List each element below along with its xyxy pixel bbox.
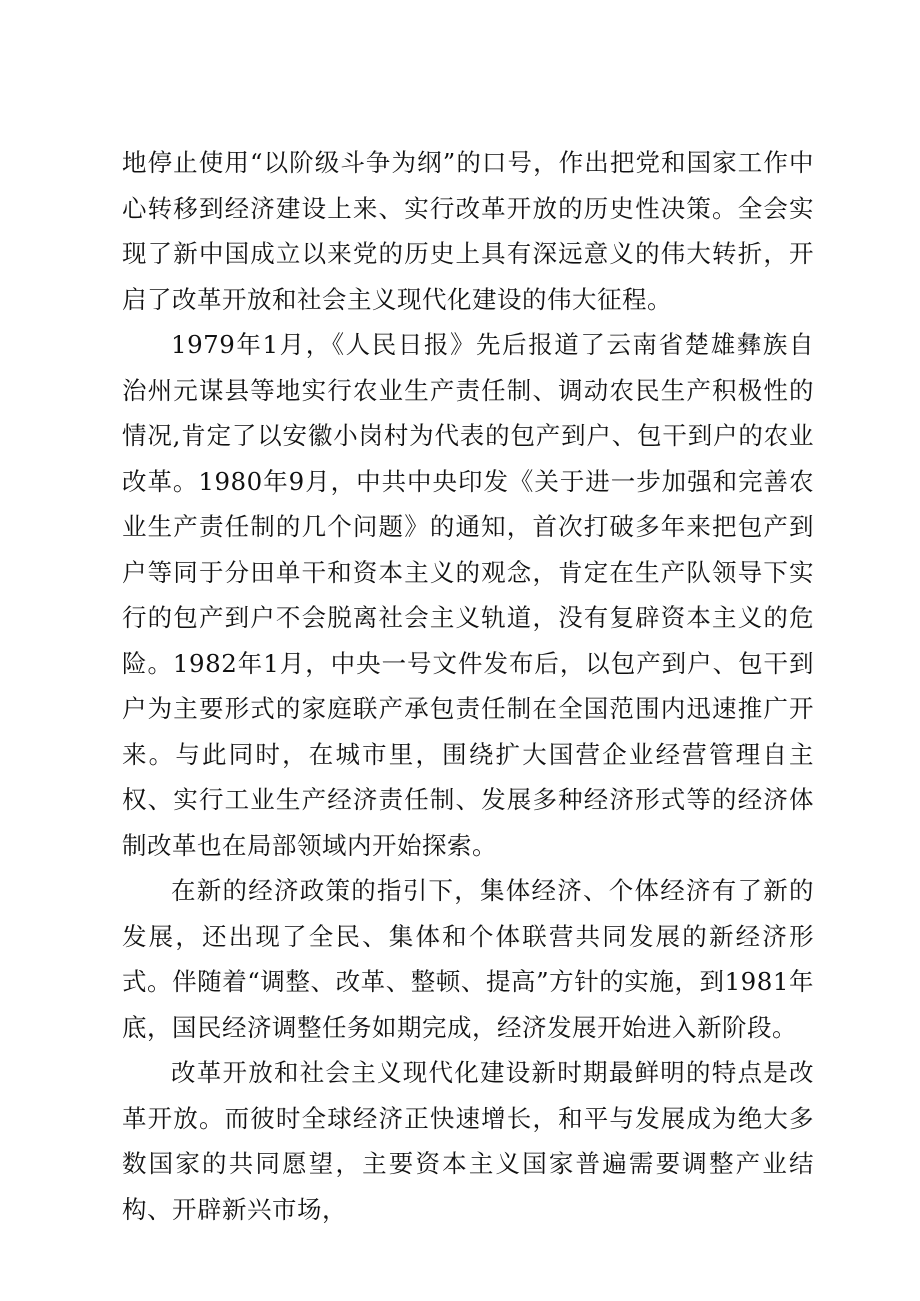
paragraph-1: 地停止使用“以阶级斗争为纲”的口号，作出把党和国家工作中心转移到经济建设上来、实行改革开放的历史性决策。全会实现了新中国成立以来党的历史上具有深远意义的伟大转折，开启了改革开放和社会主义现代化建设的伟大征程。: [122, 148, 814, 314]
paragraph-3: 在新的经济政策的指引下，集体经济、个体经济有了新的发展，还出现了全民、集体和个体联营共同发展的新经济形式。伴随着“调整、改革、整顿、提高”方针的实施，到1981年底，国民经济调整任务如期完成，经济发展开始进入新阶段。: [122, 876, 814, 1042]
paragraph-4: 改革开放和社会主义现代化建设新时期最鲜明的特点是改革开放。而彼时全球经济正快速增长，和平与发展成为绝大多数国家的共同愿望，主要资本主义国家普遍需要调整产业结构、开辟新兴市场，: [122, 1058, 814, 1224]
paragraph-2: 1979年1月，《人民日报》先后报道了云南省楚雄彝族自治州元谋县等地实行农业生产责任制、调动农民生产积极性的情况,肯定了以安徽小岗村为代表的包产到户、包干到户的农业改革。1980年9月，中共中央印发《关于进一步加强和完善农业生产责任制的几个问题》的通知，首次打破多年来把包产到户等同于分田单干和资本主义的观念，肯定在生产队领导下实行的包产到户不会脱离社会主义轨道，没有复辟资本主义的危险。1982年1月，中央一号文件发布后，以包产到户、包干到户为主要形式的家庭联产承包责任制在全国范围内迅速推广开来。与此同时，在城市里，围绕扩大国营企业经营管理自主权、实行工业生产经济责任制、发展多种经济形式等的经济体制改革也在局部领域内开始探索。: [122, 330, 814, 860]
document-body: [122, 140, 814, 1232]
